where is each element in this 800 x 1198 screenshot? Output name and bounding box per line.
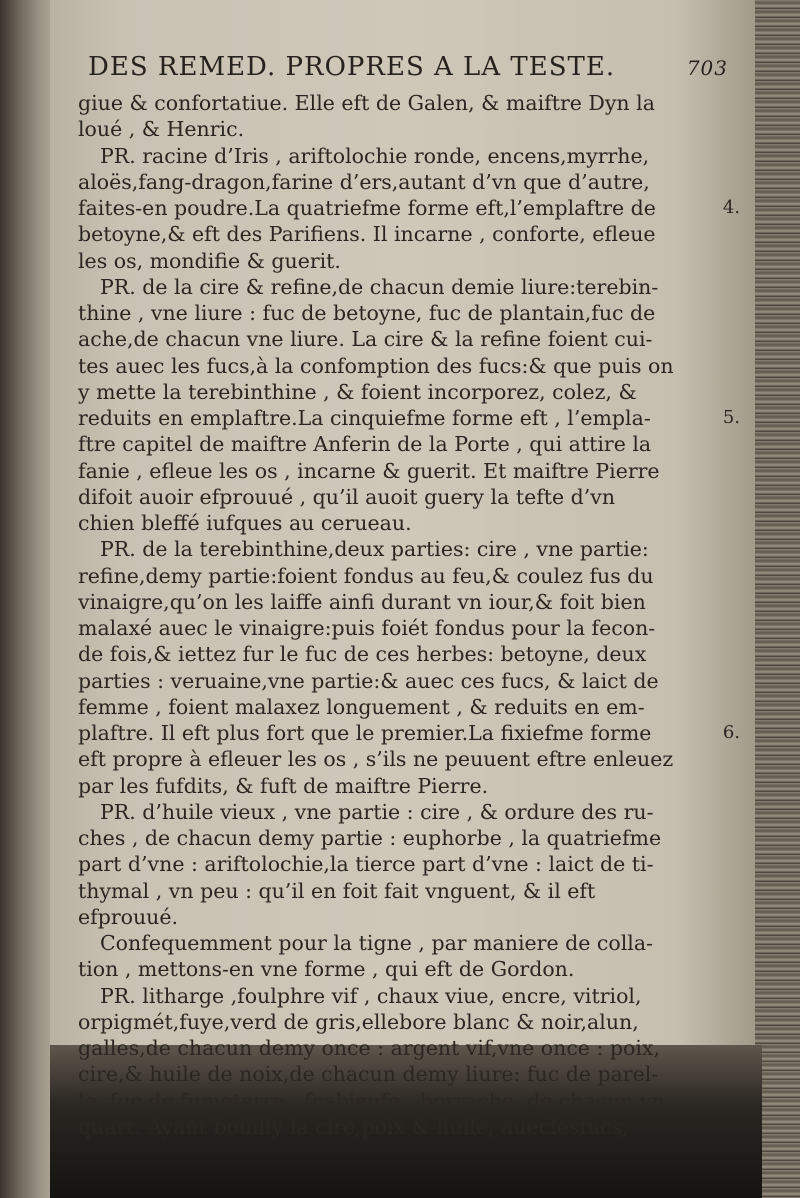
running-header	[88, 52, 728, 82]
text-line-content: giue & confortatiue. Elle eft de Galen, & maiftre Dyn la	[78, 91, 655, 115]
text-line	[78, 405, 740, 431]
margin-number: 5.	[722, 407, 740, 428]
text-line-content: thine , vne liure : fuc de betoyne, fuc de plantain,fuc de	[78, 301, 656, 325]
text-line-content: part d’vne : ariftolochie,la tierce part d’vne : laict de ti-	[78, 852, 654, 877]
page-stack-edge	[755, 0, 800, 1198]
text-line	[78, 773, 740, 799]
text-line	[78, 1114, 740, 1140]
text-line	[78, 221, 740, 247]
text-line-content: chien bleffé iufques au cerueau.	[78, 511, 412, 535]
text-line	[78, 956, 740, 982]
text-line	[78, 1009, 740, 1035]
text-line-content: malaxé auec le vinaigre:puis foiét fondus pour la fecon-	[78, 616, 656, 640]
text-line	[78, 484, 740, 510]
text-line	[78, 116, 740, 142]
text-line-content: PR. racine d’Iris , ariftolochie ronde, encens,myrrhe,	[100, 143, 650, 168]
text-line-content: faites-en poudre.La quatriefme forme eft,l’emplaftre de	[78, 196, 656, 220]
text-line	[78, 510, 740, 536]
text-line-content: ches , de chacun demy partie : euphorbe , la quatriefme	[78, 826, 662, 850]
book-gutter	[0, 0, 56, 1198]
text-line-content: vinaigre,qu’on les laiffe ainfi durant vn iour,& foit bien	[78, 589, 646, 614]
text-line-content: y mette la terebinthine , & foient incorporez, colez, &	[78, 379, 637, 404]
text-line	[78, 799, 740, 825]
text-line	[78, 930, 740, 956]
text-line	[78, 746, 740, 772]
text-line-content: loué , & Henric.	[78, 117, 245, 142]
text-line-content: PR. litharge ,foulphre vif , chaux viue, encre, vitriol,	[100, 983, 642, 1008]
text-line	[78, 300, 740, 326]
text-line-content: les os, mondifie & guerit.	[78, 248, 341, 273]
text-line	[78, 589, 740, 615]
text-line	[78, 563, 740, 589]
text-line	[78, 615, 740, 641]
text-line	[78, 668, 740, 694]
text-line	[78, 90, 740, 116]
text-line	[78, 983, 740, 1009]
text-line	[78, 169, 740, 195]
text-line-content: eft propre à efleuer les os , s’ils ne peuuent eftre enleuez	[78, 747, 674, 772]
text-line-content: aloës,fang-dragon,farine d’ers,autant d’vn que d’autre,	[78, 169, 650, 194]
text-line-content: galles,de chacun demy once : argent vif,vne once : poix,	[78, 1036, 660, 1060]
text-line	[78, 274, 740, 300]
text-line-content: PR. de la cire & refine,de chacun demie liure:terebin-	[100, 274, 659, 299]
text-line	[78, 904, 740, 930]
text-line	[78, 248, 740, 274]
text-line-content: PR. d’huile vieux , vne partie : cire , & ordure des ru-	[100, 799, 654, 824]
page-number: 703	[686, 56, 728, 80]
text-line	[78, 143, 740, 169]
text-line	[78, 1088, 740, 1114]
text-line	[78, 694, 740, 720]
text-line	[78, 878, 740, 904]
text-line	[78, 720, 740, 746]
text-line	[78, 326, 740, 352]
text-line	[78, 641, 740, 667]
text-line-content: femme , foient malaxez longuement , & reduits en em-	[78, 694, 645, 719]
text-line	[78, 536, 740, 562]
text-line	[78, 431, 740, 457]
text-line-content: refine,demy partie:foient fondus au feu,& coulez fus du	[78, 563, 654, 588]
text-line-content: cire,& huile de noix,de chacun demy liure: fuc de parel-	[78, 1062, 659, 1087]
text-line-content: orpigmét,fuye,verd de gris,ellebore blanc & noir,alun,	[78, 1009, 639, 1034]
text-line-content: fanie , efleue les os , incarne & guerit. Et maiftre Pierre	[78, 458, 660, 483]
text-line	[78, 825, 740, 851]
text-line-content: Confequemment pour la tigne , par maniere de colla-	[100, 931, 653, 955]
text-line-content: tion , mettons-en vne forme , qui eft de Gordon.	[78, 957, 575, 982]
text-line-content: quart. Ayant boüilly la cire,poix & huile, aueclesfucs,	[78, 1114, 629, 1139]
running-title: DES REMED. PROPRES A LA TESTE.	[88, 52, 616, 82]
body-text	[78, 90, 740, 1140]
text-line-content: plaftre. Il eft plus fort que le premier.La fixiefme forme	[78, 721, 652, 745]
margin-number: 6.	[722, 722, 740, 743]
text-line-content: reduits en emplaftre.La cinquiefme forme eft , l’empla-	[78, 406, 651, 430]
text-line-content: betoyne,& eft des Parifiens. Il incarne , conforte, efleue	[78, 222, 656, 247]
text-line	[78, 195, 740, 221]
text-line-content: thymal , vn peu : qu’il en foit fait vnguent, & il eft	[78, 878, 596, 903]
text-line-content: de fois,& iettez fur le fuc de ces herbes: betoyne, deux	[78, 642, 647, 667]
margin-number: 4.	[722, 197, 740, 218]
text-line-content: tes auec les fucs,à la confomption des fucs:& que puis on	[78, 353, 674, 378]
text-line-content: efprouué.	[78, 904, 179, 929]
text-line	[78, 851, 740, 877]
text-line-content: difoit auoir efprouué , qu’il auoit guery la tefte d’vn	[78, 484, 616, 509]
text-line-content: parties : veruaine,vne partie:& auec ces fucs, & laict de	[78, 668, 659, 693]
text-line	[78, 1035, 740, 1061]
text-line	[78, 379, 740, 405]
text-line-content: ache,de chacun vne liure. La cire & la refine foient cui-	[78, 327, 653, 352]
text-line	[78, 1061, 740, 1087]
text-line-content: par les fufdits, & fuft de maiftre Pierre.	[78, 773, 489, 798]
text-line-content: le, fuc de fumeterre , fcabieufe , borrache, de chacun vn	[78, 1088, 665, 1113]
text-line	[78, 458, 740, 484]
text-line-content: ftre capitel de maiftre Anferin de la Porte , qui attire la	[78, 432, 652, 457]
text-line-content: PR. de la terebinthine,deux parties: cire , vne partie:	[100, 537, 649, 562]
text-line	[78, 353, 740, 379]
